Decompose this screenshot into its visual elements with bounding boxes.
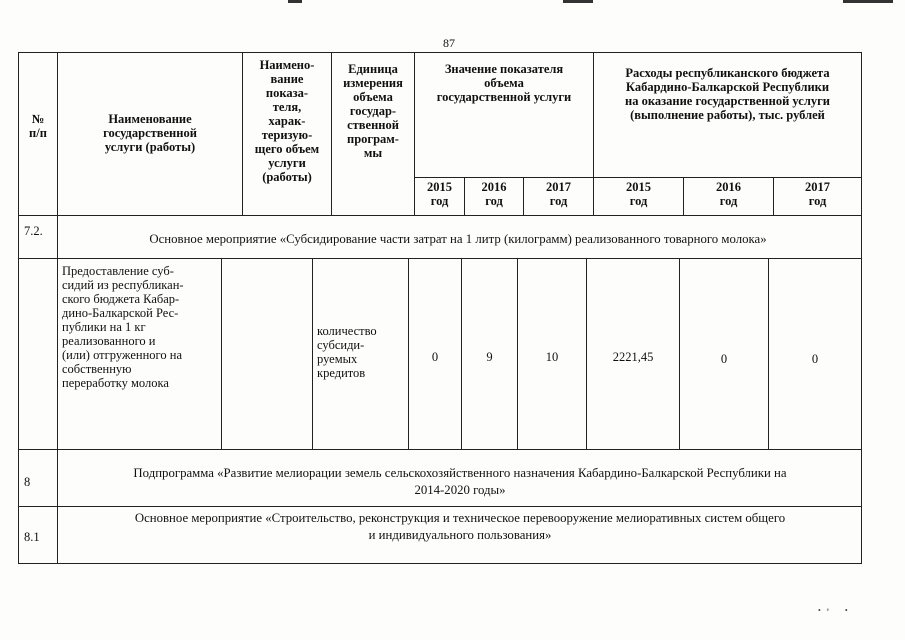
data-table	[18, 52, 862, 572]
subsidy-indicator-cell	[221, 258, 313, 450]
subsidy-num-cell	[18, 258, 58, 450]
row-8-num: 8	[24, 475, 31, 489]
value-2017-expenses: 0	[811, 352, 819, 366]
subsidy-unit: количество субсиди- руемых кредитов	[317, 324, 377, 380]
year-label: 2016 год	[716, 180, 741, 208]
header-expenses: Расходы республиканского бюджета Кабардино-Балкарской Республики на оказание государственной услуги (выполнение работы), тыс. рублей	[625, 66, 830, 122]
year-label: 2015 год	[427, 180, 452, 208]
row-7-2-num: 7.2.	[24, 224, 43, 238]
value-2015-indicator: 0	[431, 350, 439, 364]
value-2017-indicator: 10	[545, 350, 559, 364]
scan-specks: • ᵉ •	[818, 606, 848, 615]
year-label: 2016 год	[481, 180, 507, 208]
year-label: 2017 год	[546, 180, 571, 208]
scan-mark	[563, 0, 593, 3]
header-unit: Единица измерения объема государ- ственной програм- мы	[343, 62, 403, 160]
year-label: 2015 год	[626, 180, 651, 208]
row-8-1-text: Основное мероприятие «Строительство, реконструкция и техническое перевооружение мелиоративных систем общего и индивидуального пользования»	[134, 511, 786, 542]
row-8-1-num: 8.1	[24, 530, 40, 544]
page-number: 87	[443, 36, 455, 50]
year-label: 2017 год	[805, 180, 830, 208]
value-2015-expenses: 2221,45	[612, 350, 654, 364]
header-indicator-name: Наимено- вание показа- теля, харак- теризую- щего объем услуги (работы)	[254, 58, 320, 184]
header-service-name: Наименование государственной услуги (работы)	[103, 112, 197, 154]
header-num: № п/п	[29, 112, 47, 140]
value-2016-expenses: 0	[720, 352, 728, 366]
header-indicator-value: Значение показателя объема государственной услуги	[436, 62, 572, 104]
row-7-2-text: Основное мероприятие «Субсидирование части затрат на 1 литр (килограмм) реализованного товарного молока»	[149, 232, 767, 246]
row-8-text: Подпрограмма «Развитие мелиорации земель сельскохозяйственного назначения Кабардино-Балкарской Республики на 2014-2020 годы»	[133, 466, 787, 497]
scan-mark	[843, 0, 893, 3]
scan-mark	[288, 0, 302, 3]
value-2016-indicator: 9	[486, 350, 493, 364]
subsidy-description: Предоставление суб- сидий из республикан- ского бюджета Кабар- дино-Балкарской Рес- публики на 1 кг реализованного и (или) отгруженного на собственную переработку молока	[62, 264, 184, 390]
